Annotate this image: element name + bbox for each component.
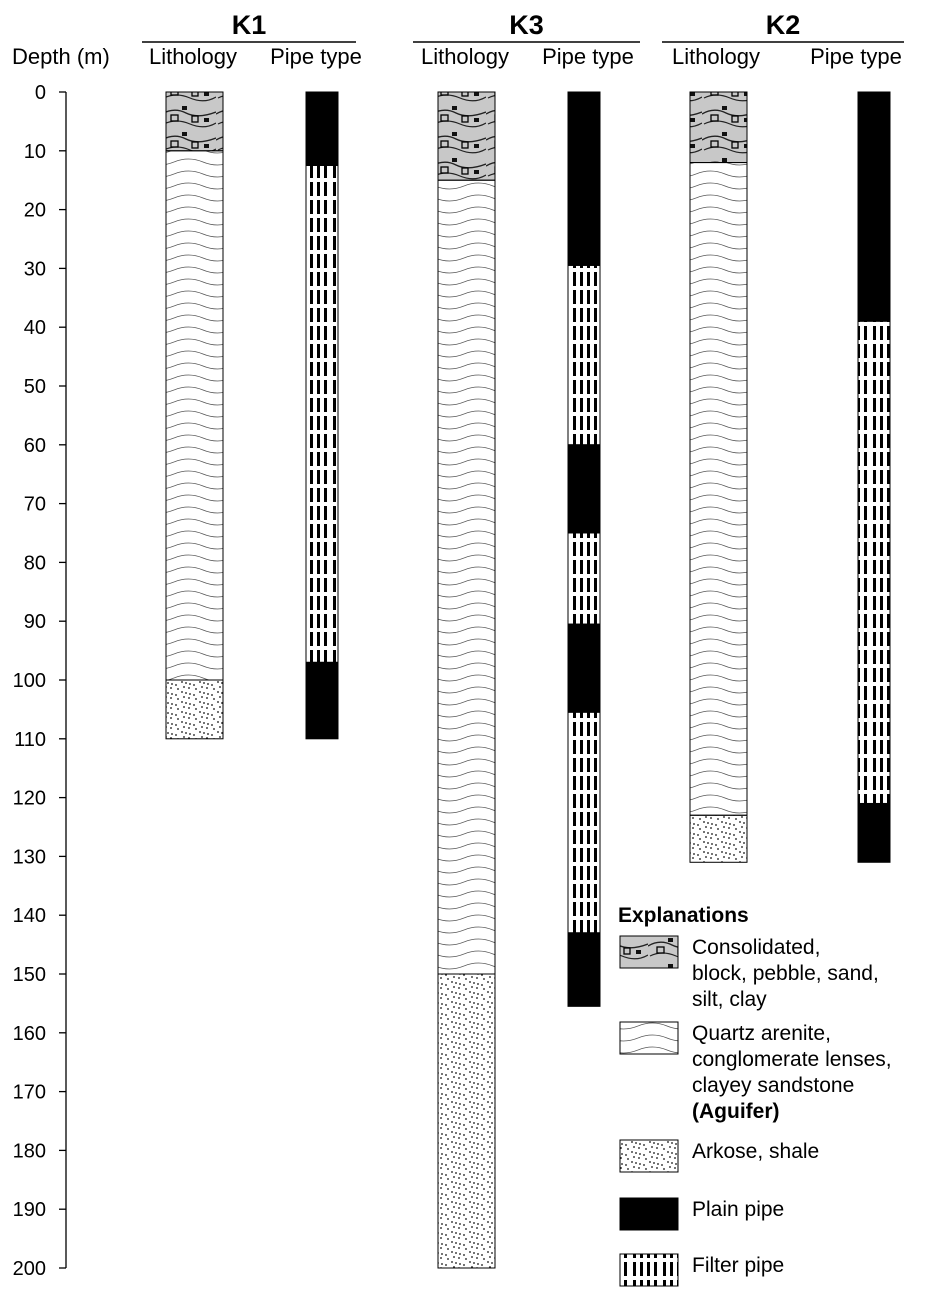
- pipe-segment-plain: [858, 803, 890, 862]
- lithology-header: Lithology: [148, 44, 238, 69]
- axis-tick-label: 0: [34, 82, 46, 104]
- pipe-segment-filter: [858, 321, 890, 803]
- axis-tick-label: 130: [12, 846, 46, 869]
- legend-item-arkose-shale: [620, 1140, 819, 1172]
- lithology-layer-quartz-arenite: [690, 163, 747, 816]
- pipe-segment-plain: [306, 92, 338, 166]
- legend-item-consolidated: [620, 936, 879, 1011]
- lithology-layer-consolidated: [690, 92, 747, 163]
- depth-axis: [12, 44, 110, 1280]
- pipe-segment-plain: [568, 624, 600, 712]
- lithology-header: Lithology: [671, 44, 761, 69]
- axis-tick-label: 110: [14, 728, 46, 751]
- well-k1: [142, 10, 362, 739]
- depth-axis-ticks: [13, 82, 66, 1280]
- lithology-layer-quartz-arenite: [166, 151, 223, 680]
- pipe-type-header: Pipe type: [270, 44, 362, 69]
- axis-tick-label: 170: [12, 1081, 46, 1104]
- lithology-header: Lithology: [420, 44, 510, 69]
- legend-swatch: [620, 1022, 678, 1054]
- pipe-segment-filter: [568, 265, 600, 444]
- legend-item-quartz-arenite: [620, 1022, 892, 1123]
- pipe-segment-plain: [568, 933, 600, 1007]
- pipe-type-header: Pipe type: [810, 44, 902, 69]
- axis-tick-label: 30: [23, 258, 46, 281]
- pipe-segment-filter: [568, 533, 600, 624]
- legend-label: conglomerate lenses,: [692, 1048, 892, 1071]
- axis-tick-label: 120: [12, 787, 46, 810]
- lithology-layer-arkose-shale: [438, 974, 495, 1268]
- axis-tick-label: 40: [23, 317, 46, 340]
- depth-axis-label: Depth (m): [12, 44, 110, 69]
- well-k2: [662, 10, 904, 862]
- well-k3: [413, 10, 640, 1268]
- axis-tick-label: 90: [23, 611, 46, 634]
- axis-tick-label: 100: [12, 670, 46, 692]
- axis-tick-label: 180: [12, 1140, 46, 1163]
- legend-label: block, pebble, sand,: [692, 962, 879, 985]
- axis-tick-label: 150: [12, 964, 46, 986]
- legend-item-filter: [620, 1254, 784, 1286]
- pipe-segment-plain: [568, 445, 600, 533]
- pipe-type-header: Pipe type: [542, 44, 634, 69]
- legend-swatch: [620, 1254, 678, 1286]
- well-title: K2: [765, 10, 801, 40]
- legend-label: Consolidated,: [692, 936, 821, 959]
- lithology-layer-consolidated: [438, 92, 495, 180]
- lithology-layer-consolidated: [166, 92, 223, 151]
- pipe-segment-filter: [306, 166, 338, 663]
- axis-tick-label: 20: [23, 199, 46, 222]
- legend-title: Explanations: [618, 904, 749, 927]
- legend-item-plain: [620, 1198, 784, 1230]
- legend-swatch: [620, 1198, 678, 1230]
- well-title: K3: [509, 10, 544, 40]
- legend-label: clayey sandstone: [692, 1074, 855, 1097]
- axis-tick-label: 80: [23, 552, 46, 575]
- legend-swatch: [620, 1140, 678, 1172]
- legend-label: Arkose, shale: [692, 1140, 820, 1163]
- well-title: K1: [231, 10, 267, 40]
- axis-tick-label: 190: [12, 1199, 46, 1222]
- legend-emphasis: (Aguifer): [692, 1100, 780, 1123]
- lithology-layer-quartz-arenite: [438, 180, 495, 974]
- axis-tick-label: 140: [12, 905, 46, 928]
- axis-tick-label: 50: [23, 376, 46, 398]
- axis-tick-label: 10: [23, 140, 46, 163]
- legend: [618, 904, 892, 1286]
- pipe-segment-filter: [568, 712, 600, 933]
- legend-label: Filter pipe: [692, 1254, 785, 1277]
- pipe-segment-plain: [306, 662, 338, 738]
- axis-tick-label: 160: [12, 1022, 46, 1045]
- lithology-layer-arkose-shale: [690, 815, 747, 862]
- axis-tick-label: 200: [12, 1258, 46, 1280]
- lithology-layer-arkose-shale: [166, 680, 223, 739]
- legend-label: Plain pipe: [692, 1198, 785, 1221]
- legend-label: silt, clay: [692, 988, 767, 1011]
- pipe-segment-plain: [858, 92, 890, 321]
- axis-tick-label: 60: [23, 434, 46, 457]
- axis-tick-label: 70: [23, 493, 46, 516]
- pipe-segment-plain: [568, 92, 600, 265]
- legend-swatch: [620, 936, 678, 968]
- legend-label: Quartz arenite,: [692, 1022, 831, 1045]
